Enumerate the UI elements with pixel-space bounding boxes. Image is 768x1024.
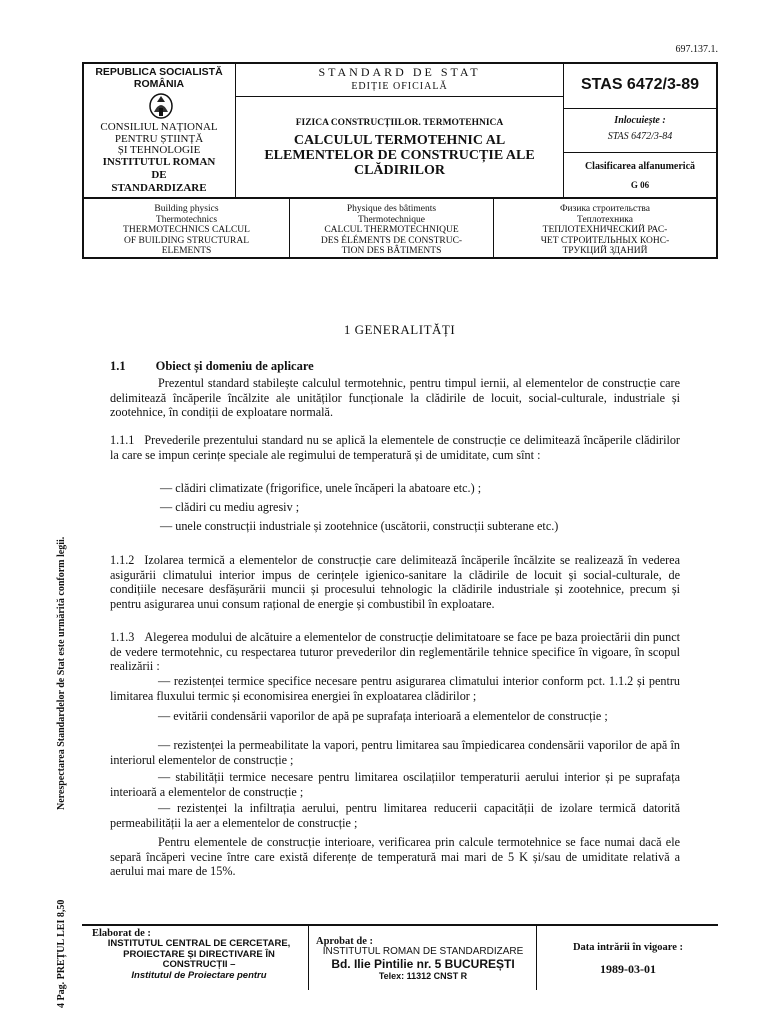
footer-top-rule xyxy=(82,924,718,926)
s111-item-2: — clădiri cu mediu agresiv ; xyxy=(160,500,300,514)
s113-item-1: — rezistenței termice specifice necesare pentru asigurarea climatului interior conform pct. 1.1.2 și pentru limitarea fluxului termic și economisirea energiei în exploatarea clădirilor ; xyxy=(110,674,680,703)
replaces-label: Inlocuiește : xyxy=(614,115,666,126)
standard-code: STAS 6472/3-89 xyxy=(581,76,699,93)
header-title-rule xyxy=(236,96,563,97)
header-bottom-rule xyxy=(82,257,718,259)
elaborated-label: Elaborat de : xyxy=(92,928,151,939)
translation-en: Building physics Thermotechnics THERMOTECHNICS CALCUL OF BUILDING STRUCTURAL ELEMENTS xyxy=(123,204,250,256)
s113-item-4: — stabilității termice necesare pentru limitarea oscilațiilor temperaturii aerului interior și pe suprafața interioară a elementelor de construcție ; xyxy=(110,770,680,799)
s111-text: 1.1.1 Prevederile prezentului standard nu se aplică la elementele de construcție ce delimitează încăperile clădirilor la care se impun cerințe speciale ale regimului de temperatură și de umiditate, cum sînt : xyxy=(110,433,680,462)
s113-item-2: — evitării condensării vaporilor de apă pe suprafața interioară a elementelor de construcție ; xyxy=(158,709,608,723)
institute-name: INSTITUTUL ROMAN DE STANDARDIZARE xyxy=(102,156,216,194)
s11-heading: 1.1 Obiect și domeniu de aplicare xyxy=(110,359,314,373)
country-name: REPUBLICA SOCIALISTĂ ROMÂNIA xyxy=(95,66,223,90)
header-right-rule xyxy=(716,62,718,258)
effective-date-value: 1989-03-01 xyxy=(600,962,656,976)
header-top-rule xyxy=(82,62,718,64)
classification-value: G 06 xyxy=(630,180,650,190)
s111-item-1: — clădiri climatizate (frigorifice, unele încăperi la abatoare etc.) ; xyxy=(160,481,482,495)
edition-label: EDIȚIE OFICIALĂ xyxy=(351,81,448,92)
s113-closing: Pentru elementele de construcție interioare, verificarea prin calcule termotehnice se face numai dacă ele separă încăperi vecine între care există diferențe de temperatură mai mari de 5 K și/sau de umiditate relativă a aerului mai mare de 15%. xyxy=(110,835,680,878)
elaborated-by: INSTITUTUL CENTRAL DE CERCETARE, PROIECTARE ȘI DIRECTIVARE ÎN CONSTRUCȚII – Institutul de Proiectare pentru xyxy=(107,938,291,981)
s112-text: 1.1.2 Izolarea termică a elementelor de construcție care delimitează încăperile încălzite se realizează în vederea asigurării climatului interior impus de cerințele igienico-sanitare la clădirile de locuit și social-culturale, de condițiile necesare desfășurării muncii și procesului tehnologic la clădirile industriale și zootehnice, precum și pentru asigurarea unui consum rațional de energie și combustibil în exploatare. xyxy=(110,553,680,611)
s113-item-3: — rezistenței la permeabilitate la vapori, pentru limitarea sau împiedicarea condensării vaporilor de apă în interiorul elementelor de construcție ; xyxy=(110,738,680,767)
footer-rule-1 xyxy=(308,924,309,990)
approved-by: INSTITUTUL ROMAN DE STANDARDIZARE Bd. Ilie Pintilie nr. 5 BUCUREȘTI Telex: 11312 CNST R xyxy=(322,946,524,981)
document-code: 697.137.1. xyxy=(675,44,718,55)
coat-of-arms-icon xyxy=(148,92,174,120)
effective-date-label: Data intrării în vigoare : xyxy=(572,942,684,953)
s11-text: Prezentul standard stabilește calculul termotehnic, pentru timpul iernii, al elementelor de construcție care delimitează încăperile încălzite ale unităților funcționale la clădirile de locuit, social-culturale, industriale și zootehnice, în condiții de exploatare normală. xyxy=(110,376,680,419)
replaces-value: STAS 6472/3-84 xyxy=(607,131,673,142)
translation-fr: Physique des bâtiments Thermotechnique CALCUL THERMOTECHNIQUE DES ÉLÉMENTS DE CONSTRUC- TION DES BÂTIMENTS xyxy=(320,204,463,256)
classification-label: Clasificarea alfanumerică xyxy=(584,161,696,172)
standard-title: CALCULUL TERMOTEHNIC AL ELEMENTELOR DE CONSTRUCȚIE ALE CLĂDIRILOR xyxy=(264,133,535,178)
section-title: 1 GENERALITĂȚI xyxy=(343,322,456,337)
domain-label: FIZICA CONSTRUCȚIILOR. TERMOTEHNICA xyxy=(295,118,504,128)
legal-side-note: Nerespectarea Standardelor de Stat este urmărită conform legii. xyxy=(56,536,67,810)
standard-type: STANDARD DE STAT xyxy=(318,65,481,79)
header-code-rule xyxy=(564,108,716,109)
price-side-note: 4 Pag. PREȚUL LEI 8,50 xyxy=(56,899,67,1008)
header-class-rule xyxy=(564,152,716,153)
s113-item-5: — rezistenței la infiltrația aerului, pentru limitarea reducerii capacității de izolare termică datorită permeabilității la aer a elementelor de construcție ; xyxy=(110,801,680,830)
footer-rule-2 xyxy=(536,924,537,990)
approved-label: Aprobat de : xyxy=(316,936,373,947)
council-name: CONSILIUL NAȚIONAL PENTRU ȘTIINȚĂ ȘI TEHNOLOGIE xyxy=(100,121,218,156)
s113-text: 1.1.3 Alegerea modului de alcătuire a elementelor de construcție delimitatoare se face pe baza proiectării din punct de vedere termotehnic, cu respectarea tuturor prevederilor din reglementările tehnice specifice în vigoare, în scopul realizării : xyxy=(110,630,680,673)
translation-ru: Физика строительства Теплотехника ТЕПЛОТЕХНИЧЕСКИЙ РАС- ЧЕТ СТРОИТЕЛЬНЫХ КОНС- ТРУКЦИЙ ЗДАНИЙ xyxy=(540,204,670,256)
s111-item-3: — unele construcții industriale și zootehnice (uscătorii, construcții subterane etc.) xyxy=(160,519,559,533)
header-mid-rule xyxy=(82,197,718,199)
